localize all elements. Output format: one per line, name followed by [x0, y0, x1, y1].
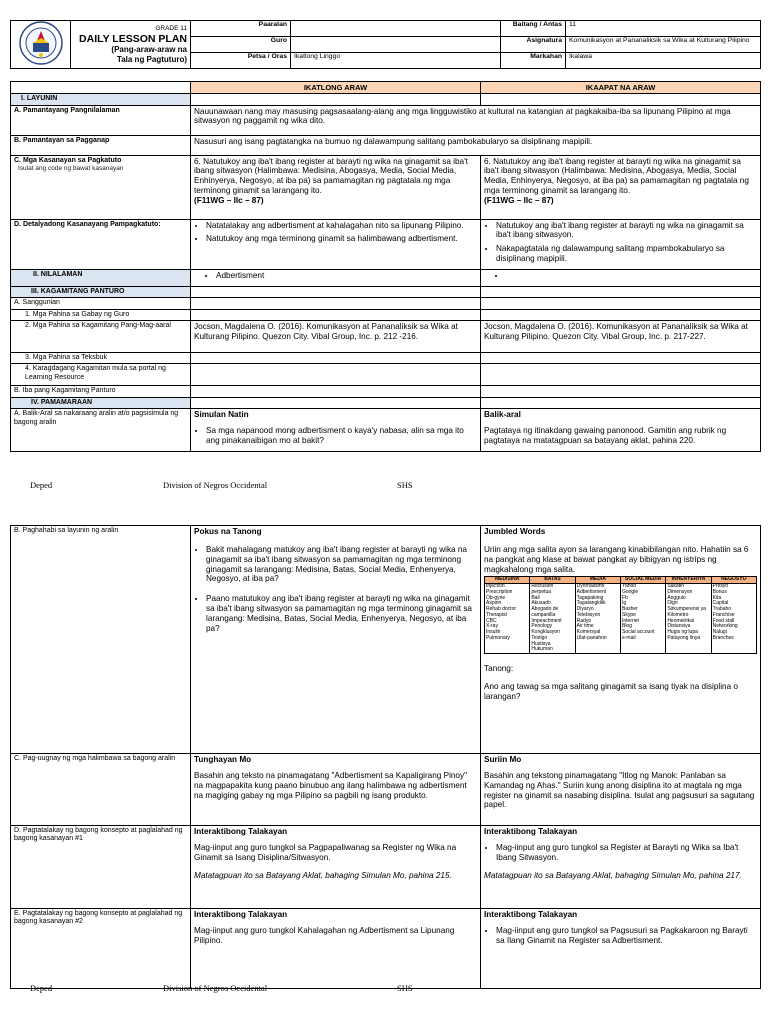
jumbled-word: Radyo: [576, 617, 592, 624]
jumbled-column-cell: [711, 584, 756, 654]
empty-cell: [191, 397, 481, 408]
jumbled-word: Patayong linya: [667, 634, 701, 641]
simulan-natin-bullet: • Sa mga napanood mong adbertisment o kaya'y nabasa, alin sa mga ito ang pinakanaibigan mo at bakit?: [206, 426, 477, 446]
jumbled-header-cell: MEDIA: [575, 577, 620, 584]
balik-aral-day4-cell: [481, 409, 761, 452]
empty-cell: [191, 286, 481, 297]
lesson-plan-page-2: [10, 525, 760, 989]
nilalaman-day3-cell: [191, 269, 481, 286]
empty-cell: [481, 298, 761, 309]
paaralan-value: [291, 21, 501, 37]
empty-cell: [191, 309, 481, 320]
kasanayan-day4-cell: [481, 155, 761, 219]
plan-subtitle-1: (Pang-araw-araw na: [111, 45, 187, 55]
empty-cell: [481, 352, 761, 363]
guro-value: [291, 37, 501, 53]
detalyadong-day4-item: • Nakapagtatala ng dalawampung salitang mpambokabularyo sa disiplinang mapipili.: [496, 244, 757, 264]
jumbled-word: Distansiya: [667, 623, 691, 630]
jumbled-word: Anggulo: [667, 594, 686, 601]
jumbled-word: Therapist: [486, 611, 507, 618]
kasanayan-day4-text: 6. Natutukoy ang iba't ibang register at barayti ng wika na ginagamit sa iba't ibang sitwasyon (Halimbawa: Medisina, Abogasya, Media, Social Media, Enhinyerya, Negosyo, at iba pa) sa pamamagitan ng pagtatala ng mga terminong ginamit sa larangang ito.: [484, 156, 749, 196]
jumbled-header-cell: SOCIAL MEDIA: [620, 577, 665, 584]
jumbled-header-cell: INHENYERIYA: [666, 577, 711, 584]
baitang-value: 11: [566, 21, 761, 37]
jumbled-word: e-mail: [621, 634, 636, 641]
teksbuk-label: 3. Mga Pahina sa Teksbuk: [11, 352, 191, 363]
pokus-title: Pokus na Tanong: [194, 527, 262, 536]
jumbled-body-row: [485, 584, 757, 654]
kagamitang-heading: III. KAGAMITANG PANTURO: [11, 286, 191, 297]
pagtalakay2-day4-bullet: • Mag-iinput ang guro tungkol sa Pagsusuri sa Pagkakaroon ng Barayti sa Ilang Ginamit na Register sa Adbertisment.: [496, 926, 757, 946]
kasanayan-day3-code: (F11WG – IIc – 87): [194, 195, 264, 205]
jumbled-word: Pulmonary: [486, 634, 510, 641]
footer-left: Deped: [30, 480, 53, 490]
nilalaman-heading: II. NILALAMAN: [11, 269, 191, 286]
guro-label: Guro: [191, 37, 291, 53]
jumbled-word: Dimensyon: [667, 588, 693, 595]
jumbled-word: Capital: [712, 600, 729, 607]
footer-center: Division of Negros Occidental: [163, 480, 268, 490]
jumbled-word: Nalugi: [712, 629, 727, 636]
jumbled-word: Impeachment: [531, 617, 562, 624]
jumbled-word: Presyo: [712, 583, 729, 590]
footer-right: SHS: [397, 480, 413, 490]
paaralan-label: Paaralan: [191, 21, 291, 37]
suriin-title: Suriin Mo: [484, 755, 522, 764]
jumbled-word: Abogado de campanilla: [531, 606, 559, 618]
jumbled-word: Kilometro: [667, 611, 689, 618]
jumbled-word: Insulin: [486, 629, 501, 636]
pagtalakay1-day4-ref: Matatagpuan ito sa Batayang Aklat, bahaging Simulan Mo, pahina 217.: [484, 870, 742, 880]
suriin-text: Basahin ang tekstong pinamagatang "Itlog ng Manok: Panlaban sa Kamandag ng Ahas." Suriin kung anong disiplina ito at magtala ng mga register na ginamit sa nasabing disiplina. Isulat ang pagsusuri sa sagutang papel.: [484, 770, 755, 810]
pagtalakay1-label: D. Pagtatalakay ng bagong konsepto at paglalahad ng bagong kasanayan #1: [11, 826, 191, 909]
kasanayan-day3-text: 6. Natutukoy ang iba't ibang register at barayti ng wika na ginagamit sa iba't ibang sitwasyon (Halimbawa: Medisina, Abogasya, Media, Social Media, Enhinyerya, Negosyo, at iba pa) sa pamamagitan ng pagtatala ng mga terminong ginamit sa larangang ito.: [194, 156, 468, 196]
gabay-label: 1. Mga Pahina sa Gabay ng Guro: [11, 309, 191, 320]
jumbled-word: Tagatangkilik: [576, 600, 606, 607]
pag-uugnay-label: C. Pag-uugnay ng mga halimbawa sa bagong aralin: [11, 754, 191, 826]
jumbled-word: Kita: [712, 594, 722, 601]
jumbled-word: Sirkumperensi ya: [667, 606, 706, 613]
deped-seal-cell: [11, 21, 71, 69]
jumbled-column-cell: [666, 584, 711, 654]
deped-seal-icon: [19, 21, 63, 65]
pamantayan-pangnilalaman-text: Nauunawaan nang may masusing pagsasaalang-alang ang mga lingguwistiko at kultural na katangian at pagkakaiba-iba sa lipunang Pilipino at mga sitwasyon ng paggamit ng wika dito.: [191, 105, 761, 135]
jumbled-word: Google: [621, 588, 639, 595]
col-day3-header: IKATLONG ARAW: [191, 82, 481, 94]
tanong-text: Ano ang tawag sa mga salitang ginagamit sa isang tiyak na disiplina o larangan?: [484, 681, 738, 701]
kasanayan-day4-code: (F11WG – IIc – 87): [484, 195, 554, 205]
tanong-label: Tanong:: [484, 664, 514, 674]
interaktibo-title: Interaktibong Talakayan: [194, 910, 288, 919]
jumbled-word: Basher: [621, 606, 638, 613]
interaktibo-title: Interaktibong Talakayan: [484, 910, 578, 919]
jumbled-word: Hustisya: [531, 640, 551, 647]
petsa-value: Ikatlong Linggo: [291, 53, 501, 69]
kagamitang-mag-aaral-label: 2. Mga Pahina sa Kagamitang Pang-Mag-aaral: [11, 320, 191, 352]
lesson-table-1: [10, 81, 761, 451]
detalyadong-day3-cell: [191, 219, 481, 269]
jumbled-word: Penology: [531, 623, 553, 630]
dlp-title-cell: [71, 21, 191, 69]
pag-uugnay-day4-cell: [481, 754, 761, 826]
grade-label: GRADE 11: [155, 24, 187, 32]
kasanayan-sublabel: Isulat ang code ng bawat kasanayan: [18, 164, 124, 172]
empty-cell: [481, 309, 761, 320]
pagtalakay2-day3-cell: [191, 909, 481, 989]
col-day4-header: IKAAPAT NA ARAW: [481, 82, 761, 94]
lesson-plan-page-1: [10, 20, 760, 452]
empty-cell: [191, 364, 481, 386]
asignatura-value: Komunikasyon at Pananaliksik sa Wika at Kulturang Pilipino: [566, 37, 761, 53]
balik-aral-text: Pagtataya ng itinakdang gawaing panonood. Gamitin ang rubrik ng pagtataya na matatagpuan sa batayang aklat, pahina 220.: [484, 425, 727, 445]
plan-subtitle-2: Tala ng Pagtuturo): [116, 54, 187, 64]
jumbled-word: Diyaryo: [576, 606, 594, 613]
balik-aral-label: A. Balik-Aral sa nakaraang aralin at/o pagsisimula ng bagong aralin: [11, 409, 191, 452]
jumbled-word: Kongklusyon: [531, 629, 560, 636]
jumbled-word: Injection: [486, 583, 505, 590]
jumbled-word: Heometrikal: [667, 617, 694, 624]
jumbled-word: Internet: [621, 617, 639, 624]
baitang-label: Baitang / Antas: [501, 21, 566, 37]
jumbled-word: Rehab doctor: [486, 606, 517, 613]
nilalaman-day3-item: • Adbertisment: [216, 271, 477, 281]
petsa-label: Petsa / Oras: [191, 53, 291, 69]
pamantayan-pagganap-label: B. Pamantayan sa Pagganap: [11, 135, 191, 155]
jumbled-word: Prescription: [486, 588, 513, 595]
jumbled-word: X-ray: [486, 623, 498, 630]
nilalaman-day4-item: [506, 271, 757, 281]
balik-aral-day3-cell: [191, 409, 481, 452]
lesson-table-2: [10, 525, 761, 989]
pagtalakay1-day3-text: Mag-iinput ang guro tungkol sa Pagpapaliwanag sa Register ng Wika na Ginamit sa Isang Disiplina/Sitwasyon.: [194, 842, 457, 862]
jumbled-word: Testigo: [531, 634, 548, 641]
pokus-bullet: • Bakit mahalagang matukoy ang iba't ibang register at barayti ng wika na ginagamit sa iba't ibang sitwasyon sa pamamagitan ng mga terminong ginagamit sa larangang: Medisina, Batas, Social Media, Enhenyerya, Negosyo, at iba pa?: [206, 545, 477, 584]
nilalaman-day4-cell: [481, 269, 761, 286]
tunghayan-title: Tunghayan Mo: [194, 755, 252, 764]
detalyadong-day4-cell: [481, 219, 761, 269]
blank-head-cell: [11, 82, 191, 94]
jumbled-word: Food stall: [712, 617, 735, 624]
empty-cell: [191, 298, 481, 309]
jumbled-word: Digri: [667, 600, 678, 607]
detalyadong-day3-item: • Natutukoy ang mga terminong ginamit sa halimbawang adbertisment.: [206, 234, 477, 244]
jumbled-word: Ulat-panahon: [576, 634, 607, 641]
markahan-label: Markahan: [501, 53, 566, 69]
jumbled-word: Trabaho: [712, 606, 732, 613]
empty-cell: [191, 386, 481, 397]
jumbled-words-table: [484, 576, 757, 654]
asignatura-label: Asignatura: [501, 37, 566, 53]
detalyadong-day3-item: • Natatalakay ang adbertisment at kahalagahan nito sa lipunang Pilipino.: [206, 221, 477, 231]
paghahabi-label: B. Paghahabi sa layunin ng aralin: [11, 526, 191, 754]
empty-cell: [191, 352, 481, 363]
kagamitang-mag-aaral-day3: Jocson, Magdalena O. (2016). Komunikasyon at Pananaliksik sa Wika at Kulturang Pilipino. Quezon City. Vibal Group, Inc. p. 212 -216.: [191, 320, 481, 352]
tunghayan-text: Basahin ang teksto na pinamagatang "Adbertisment sa Kapaligirang Pinoy" na magpapakita kung paano binubuo ang ilang halimbawa ng adbertisment na magiging gabay ng mga Pilipino sa pagbili ng isang produkto.: [194, 770, 467, 800]
header-table: [10, 20, 761, 69]
jumbled-instructions: Uriin ang mga salita ayon sa larangang kinabibilangan nito. Hahatiin sa 6 na pangkat ang klase at bawat pangkat ay bibigyan ng istrips ng magkahalong mga salita.: [484, 544, 749, 574]
pagtalakay1-day4-cell: [481, 826, 761, 909]
pokus-bullet: • Paano matutukoy ang iba't ibang register at barayti ng wika na ginagamit sa iba't ibang sitwasyon sa pamamagitan ng mga terminong ginagamit sa larangang: Medisina, Batas, Social Media, Enhenyerya, Negosyo, at iba pa?: [206, 594, 477, 633]
jumbled-column-cell: [530, 584, 575, 654]
pamantayan-pagganap-text: Nasusuri ang isang pagtatangka na bumuo ng dalawampung salitang pambokabularyo sa disiplinang mapipili.: [191, 135, 761, 155]
footer-right: SHS: [397, 983, 413, 993]
footer-left: Deped: [30, 983, 53, 993]
pamantayan-pangnilalaman-label: A. Pamantayang Pangnilalaman: [11, 105, 191, 135]
sanggunian-label: A. Sanggunian: [11, 298, 191, 309]
paghahabi-day4-cell: [481, 526, 761, 754]
pagtalakay1-day3-ref: Matatagpuan ito sa Batayang Aklat, bahaging Simulan Mo, pahina 215.: [194, 870, 452, 880]
pagtalakay2-day4-cell: [481, 909, 761, 989]
empty-cell: [481, 386, 761, 397]
jumbled-word: Adbertisment: [576, 588, 607, 595]
kasanayan-label-cell: [11, 155, 191, 219]
jumbled-word: Fb: [621, 594, 628, 601]
empty-cell: [481, 286, 761, 297]
jumbled-header-cell: MEDISINA: [485, 577, 530, 584]
jumbled-word: Akusado: [531, 600, 551, 607]
jumbled-word: Ob-gyne: [486, 594, 506, 601]
jumbled-word: Reclusion perpetua: [531, 583, 554, 595]
jumbled-word: Dyornalismo: [576, 583, 605, 590]
pagtalakay2-label: E. Pagtatalakay ng bagong konsepto at paglalahad ng bagong kasanayan #2: [11, 909, 191, 989]
jumbled-word: Hukuman: [531, 646, 553, 653]
iba-pang-label: B. Iba pang Kagamitang Panturo: [11, 386, 191, 397]
kagamitang-mag-aaral-day4: Jocson, Magdalena O. (2016). Komunikasyon at Pananaliksik sa Wika at Kulturang Pilipino. Quezon City. Vibal Group, Inc. p. 217-227.: [481, 320, 761, 352]
jumbled-word: Hugis ng lupa: [667, 629, 698, 636]
detalyadong-label: D. Detalyadong Kasanayang Pampagkatuto:: [11, 219, 191, 269]
jumbled-word: Tagapakinig: [576, 594, 604, 601]
jumbled-word: Ig: [621, 600, 627, 607]
jumbled-word: CBC: [486, 617, 497, 624]
pagtalakay2-day3-text: Mag-iinput ang guro tungkol Kahalagahan ng Adbertisment sa Lipunang Pilipino.: [194, 925, 455, 945]
empty-cell: [481, 397, 761, 408]
jumbled-column-cell: [620, 584, 665, 654]
pag-uugnay-day3-cell: [191, 754, 481, 826]
footer-center: Division of Negros Occidental: [163, 983, 268, 993]
detalyadong-day4-item: • Natutukoy ang iba't ibang register at barayti ng wika na ginagamit sa iba't ibang sitwasyon.: [496, 221, 757, 241]
jumbled-word: Branches: [712, 634, 734, 641]
interaktibo-title: Interaktibong Talakayan: [484, 827, 578, 836]
jumbled-word: Sukatin: [667, 583, 684, 590]
interaktibo-title: Interaktibong Talakayan: [194, 827, 288, 836]
simulan-natin-title: Simulan Natin: [194, 410, 249, 420]
jumbled-header-cell: BATAS: [530, 577, 575, 584]
jumbled-column-cell: [575, 584, 620, 654]
jumbled-word: Telebisyon: [576, 611, 601, 618]
paghahabi-day3-cell: [191, 526, 481, 754]
jumbled-title: Jumbled Words: [484, 527, 546, 536]
empty-cell: [481, 364, 761, 386]
jumbled-word: Blog: [621, 623, 632, 630]
markahan-value: Ikalawa: [566, 53, 761, 69]
balik-aral-title: Balik-aral: [484, 410, 521, 420]
jumbled-word: Skype: [621, 611, 636, 618]
jumbled-column-cell: [485, 584, 530, 654]
pagtalakay1-day3-cell: [191, 826, 481, 909]
jumbled-word: Social account: [621, 629, 655, 636]
plan-title: DAILY LESSON PLAN: [79, 32, 187, 45]
jumbled-word: Bonus: [712, 588, 727, 595]
jumbled-word: Bail: [531, 594, 540, 601]
empty-cell: [481, 94, 761, 105]
jumbled-header-cell: NEGOSYO: [711, 577, 756, 584]
jumbled-word: Air time: [576, 623, 594, 630]
jumbled-word: Yahoo: [621, 583, 637, 590]
jumbled-word: Networking: [712, 623, 738, 630]
pamamaraan-heading: IV. PAMAMARAAN: [11, 397, 191, 408]
jumbled-word: Aspirin: [486, 600, 502, 607]
kasanayan-label: C. Mga Kasanayan sa Pagkatuto: [14, 156, 122, 164]
pagtalakay1-day4-bullet: • Mag-iinput ang guro tungkol sa Register at Barayti ng Wika sa Iba't Ibang Sitwasyon.: [496, 843, 757, 863]
karagdagang-label: 4. Karagdagang Kagamitan mula sa portal ng Learning Resource: [11, 364, 191, 386]
jumbled-word: Komersyal: [576, 629, 601, 636]
kasanayan-day3-cell: [191, 155, 481, 219]
empty-cell: [191, 94, 481, 105]
layunin-heading: I. LAYUNIN: [11, 94, 191, 105]
jumbled-word: Franchise: [712, 611, 735, 618]
